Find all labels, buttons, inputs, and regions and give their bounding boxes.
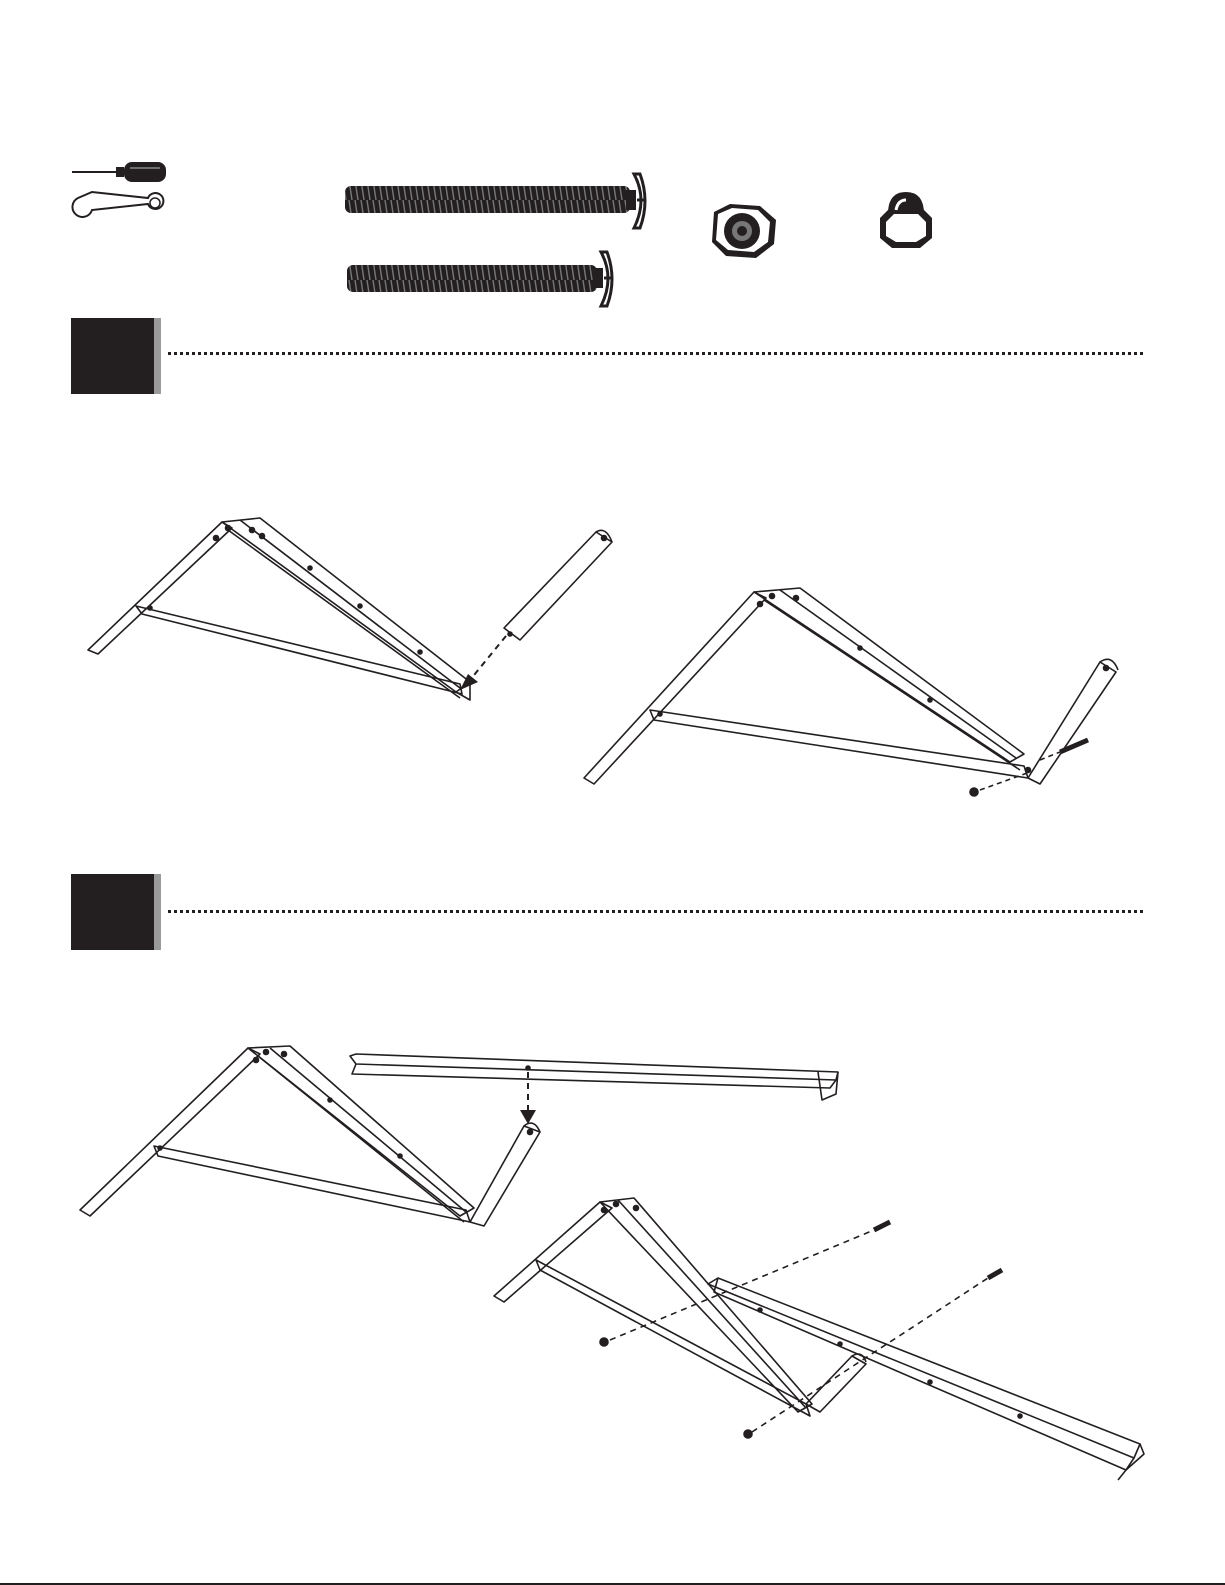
step-badge-1: [71, 318, 161, 394]
step-2-diagram: [0, 960, 1225, 1580]
long-bolt: [345, 174, 645, 228]
step-1-diagram: [0, 400, 1225, 960]
wrench-icon: [72, 192, 163, 217]
step-badge-2: [71, 874, 161, 950]
step-divider-2: [168, 910, 1143, 913]
frame-bolt-brace: [584, 588, 1118, 784]
frame-bolt-rail: [494, 1198, 1144, 1480]
short-bolt: [347, 252, 612, 306]
frame-insert-brace: [88, 518, 470, 700]
screwdriver-icon: [72, 162, 166, 182]
lock-nut: [712, 204, 776, 258]
hardware-strip: [0, 0, 1225, 320]
top-rail: [350, 1054, 838, 1100]
step-divider-1: [168, 352, 1143, 355]
acorn-nut: [880, 192, 932, 248]
brace-piece: [504, 530, 612, 640]
frame-drop-rail: [80, 1046, 540, 1226]
